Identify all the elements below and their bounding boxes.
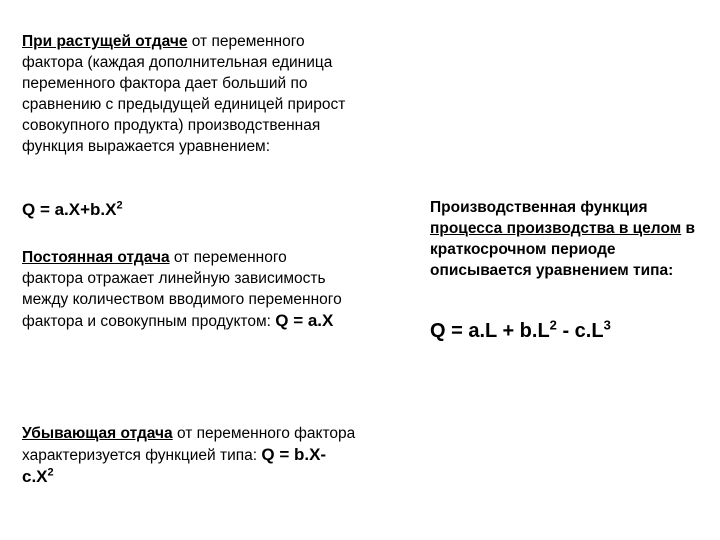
decreasing-returns-paragraph <box>22 423 357 488</box>
production-function-paragraph <box>430 197 698 281</box>
constant-returns-paragraph <box>22 247 352 332</box>
production-formula-exponent-a: 2 <box>549 317 557 333</box>
increasing-returns-paragraph <box>22 31 362 157</box>
constant-returns-formula: Q = a.X <box>275 311 334 330</box>
production-text-a: Производственная функция <box>430 199 648 216</box>
production-function-formula <box>430 317 611 342</box>
increasing-returns-formula <box>22 199 123 220</box>
production-term: процесса производства в целом <box>430 220 682 237</box>
decreasing-formula-base: Q = b.X-c.X <box>22 445 327 486</box>
decreasing-returns-text: от переменного фактора характеризуется функцией типа: <box>22 425 356 464</box>
constant-returns-term: Постоянная отдача <box>22 249 170 266</box>
increasing-formula-exponent: 2 <box>116 199 123 212</box>
production-text-b: в краткосрочном периоде описывается уравнением типа: <box>430 220 696 279</box>
production-formula-part-a: Q = a.L + b.L <box>430 320 550 342</box>
increasing-formula-base: Q = a.X+b.X <box>22 200 117 219</box>
production-formula-part-b: - c.L <box>556 320 604 342</box>
decreasing-formula-exponent: 2 <box>47 466 54 479</box>
increasing-returns-text: от переменного фактора (каждая дополнительная единица переменного фактора дает больший по сравнению с предыдущей единицей прирост совокупного продукта) производственная функция выражается уравнением: <box>22 33 346 155</box>
constant-returns-text: от переменного фактора отражает линейную зависимость между количеством вводимого переменного фактора и совокупным продуктом: <box>22 249 342 330</box>
production-formula-exponent-b: 3 <box>603 317 611 333</box>
increasing-returns-term: При растущей отдаче <box>22 33 188 50</box>
decreasing-returns-term: Убывающая отдача <box>22 425 173 442</box>
